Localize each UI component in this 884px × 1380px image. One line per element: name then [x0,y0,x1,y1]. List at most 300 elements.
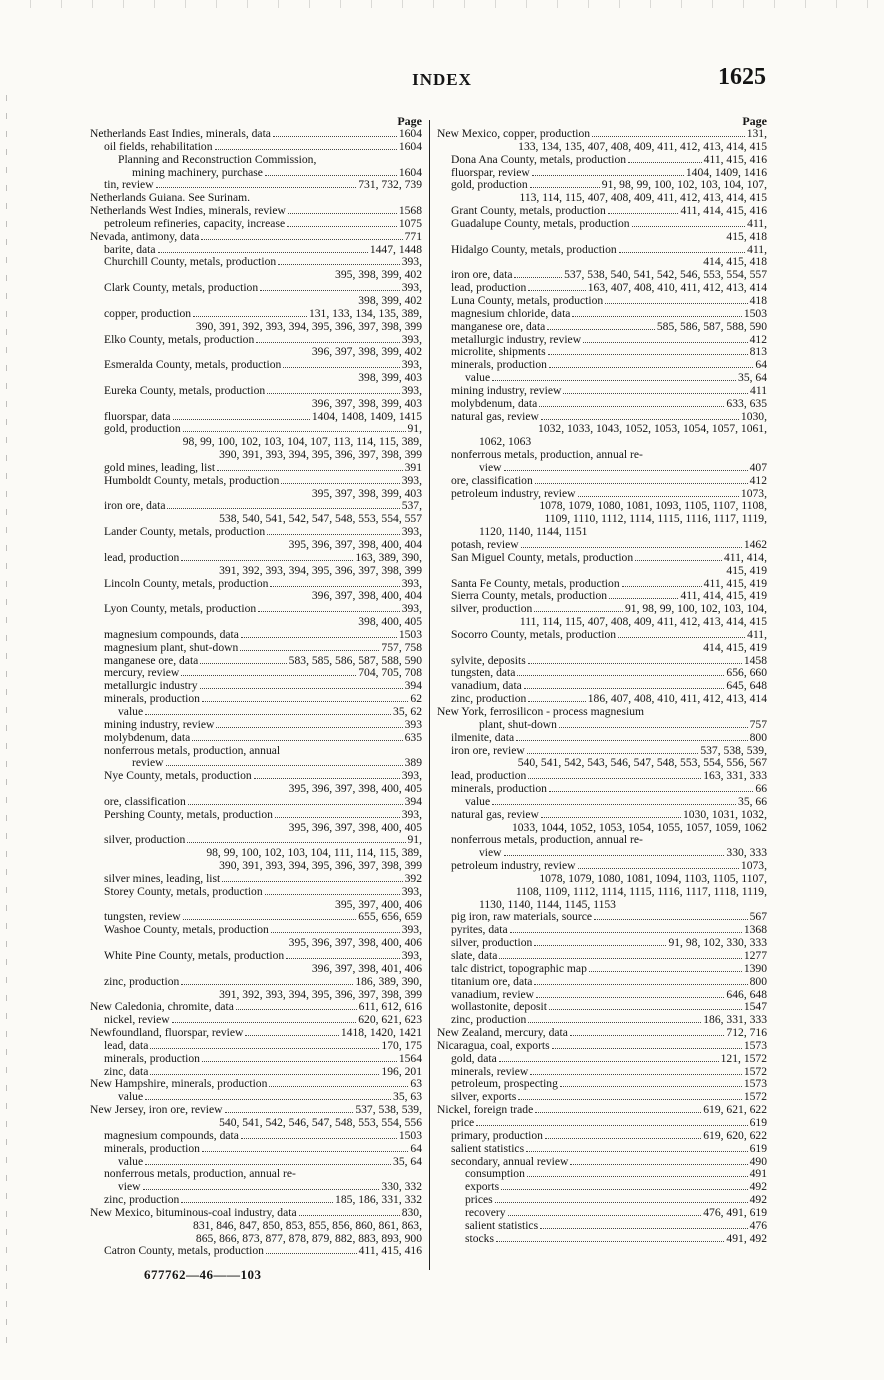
entry-term: minerals, production [104,693,200,706]
entry-term: magnesium compounds, data [104,1129,239,1142]
entry-page-refs: 1404, 1409, 1416 [685,166,767,179]
entry-term: Esmeralda County, metals, production [104,359,282,372]
dot-leader [528,290,585,291]
index-entry-line [90,1220,422,1233]
index-entry-line [90,732,422,745]
index-entry-line [90,899,422,912]
index-entry-line [437,706,767,719]
index-entry-line [90,346,422,359]
index-entry-line [437,256,767,269]
entry-page-refs: 196, 201 [381,1065,422,1078]
dot-leader [578,868,739,869]
entry-term: zinc, production [451,1014,527,1027]
dot-leader [510,932,742,933]
entry-page-refs: 1033, 1044, 1052, 1053, 1054, 1055, 1057, 1059, 1062 [511,821,767,834]
dot-leader [528,778,701,779]
entry-page-refs: 98, 99, 100, 102, 103, 104, 111, 114, 115, 389, [206,847,422,860]
dot-leader [143,1189,380,1190]
entry-page-refs: 35, 64 [738,372,767,385]
index-entry-line [437,1233,767,1246]
entry-term: Netherlands West Indies, minerals, review [90,205,286,218]
dot-leader [547,329,655,330]
index-entry-line [437,642,767,655]
dot-leader [517,675,724,676]
entry-term: petroleum industry, review [451,860,576,873]
entry-page-refs: 163, 389, 390, [355,551,422,564]
index-entry-line [437,462,767,475]
entry-page-refs: 111, 114, 115, 407, 408, 409, 411, 412, 413, 414, 415 [519,616,767,629]
index-entry-line [437,757,767,770]
index-entry-line [437,218,767,231]
entry-term: view [479,847,502,860]
entry-page-refs: 491, 492 [726,1232,767,1245]
index-entry-line [437,244,767,257]
entry-page-refs: 537, 538, 540, 541, 542, 546, 553, 554, 557 [564,269,767,282]
entry-term: primary, production [451,1129,543,1142]
entry-term: New Mexico, copper, production [437,128,591,140]
index-entry-line [90,1168,422,1181]
index-entry-line [437,411,767,424]
dot-leader [521,547,742,548]
index-entry-line [437,1040,767,1053]
entry-page-refs: 411, 414, [723,551,767,564]
entry-term: barite, data [104,243,156,256]
entry-page-refs: 813 [749,346,767,359]
dot-leader [269,1086,408,1087]
dot-leader [504,470,748,471]
entry-page-refs: 131, 133, 134, 135, 389, [308,307,422,320]
dot-leader [202,1061,397,1062]
entry-page-refs: 1109, 1110, 1112, 1114, 1115, 1116, 1117, 1119, [544,513,767,526]
dot-leader [150,1048,379,1049]
dot-leader [495,1202,748,1203]
entry-page-refs: 655, 656, 659 [358,911,422,924]
dot-leader [514,277,562,278]
entry-page-refs: 1078, 1079, 1080, 1081, 1093, 1105, 1107, 1108, [539,500,767,513]
entry-page-refs: 64 [410,1142,422,1155]
entry-page-refs: 1368 [743,924,767,937]
entry-term: Santa Fe County, metals, production [451,577,620,590]
dot-leader [528,663,742,664]
page-column-label: Page [397,114,422,128]
entry-term: pig iron, raw materials, source [451,911,593,924]
index-entry-line [90,680,422,693]
entry-page-refs: 418 [749,294,767,307]
print-code: 677762—46——103 [144,1267,262,1282]
entry-term: gold, production [451,179,528,192]
entry-term: New Zealand, mercury, data [437,1027,568,1040]
index-entry-line [437,860,767,873]
index-entry-line [90,488,422,501]
entry-term: minerals, production [104,1052,200,1065]
dot-leader [605,303,747,304]
entry-page-refs: 91, [407,834,422,847]
index-entry-line [437,680,767,693]
entry-page-refs: 830, [401,1206,422,1219]
index-entry-line [437,1207,767,1220]
entry-page-refs: 831, 846, 847, 850, 853, 855, 856, 860, 861, 863, [193,1219,422,1232]
entry-term: silver, production [451,937,533,950]
index-entry-line [90,911,422,924]
index-entry-line [90,578,422,591]
entry-term: slate, data [451,950,498,962]
index-entry-line [90,1027,422,1040]
index-entry-line [437,1001,767,1014]
dot-leader [545,1138,701,1139]
index-entry-line [437,1130,767,1143]
entry-page-refs: 411, 415, 416 [703,153,767,166]
column-divider [429,120,430,1270]
dot-leader [271,932,400,933]
dot-leader [622,586,702,587]
entry-term: New Jersey, iron ore, review [90,1104,223,1117]
entry-term: Humboldt County, metals, production [104,474,280,487]
index-entry-line [90,642,422,655]
entry-page-refs: 1277 [743,950,767,962]
entry-page-refs: 91, [407,423,422,436]
entry-page-refs: 1030, [740,410,767,423]
dot-leader [183,919,357,920]
entry-term: nonferrous metals, production, annual [104,744,281,757]
dot-leader [594,919,748,920]
index-entry-line [90,167,422,180]
dot-leader [539,406,724,407]
entry-term: ore, classification [451,474,533,487]
entry-page-refs: 163, 331, 333 [703,770,767,783]
index-entry-line [437,603,767,616]
index-entry-line [90,141,422,154]
entry-page-refs: 411, 415, 416 [358,1245,422,1258]
dot-leader [201,239,402,240]
entry-term: silver, production [104,834,186,847]
index-entry-line [437,963,767,976]
dot-leader [172,1022,357,1023]
entry-page-refs: 1547 [743,1001,767,1014]
dot-leader [552,1048,742,1049]
entry-page-refs: 396, 397, 398, 401, 406 [311,962,422,975]
index-entry-line [437,976,767,989]
entry-page-refs: 1573 [743,1078,767,1091]
index-entry-line [90,398,422,411]
entry-term: talc district, topographic map [451,962,587,975]
index-entry-line [90,1130,422,1143]
dot-leader [589,971,742,972]
index-entry-line [90,449,422,462]
entry-page-refs: 64 [755,359,767,372]
entry-page-refs: 540, 541, 542, 543, 546, 547, 548, 553, 554, 556, 567 [517,757,767,770]
entry-page-refs: 415, 418 [726,230,767,243]
entry-term: New Caledonia, chromite, data [90,1001,234,1014]
dot-leader [532,175,684,176]
index-entry-line [437,693,767,706]
index-entry-line [90,745,422,758]
entry-term: value [118,1155,144,1168]
entry-term: nonferrous metals, production, annual re- [451,834,643,847]
dot-leader [536,997,724,998]
entry-term: titanium ore, data [451,975,533,988]
entry-page-refs: 390, 391, 393, 394, 395, 396, 397, 398, 399 [219,860,422,873]
entry-page-refs: 393, [401,770,422,783]
dot-leader [541,817,681,818]
dot-leader [560,1086,742,1087]
entry-term: iron ore, review [451,744,525,757]
entry-page-refs: 757 [749,718,767,731]
dot-leader [241,637,397,638]
index-entry-line [90,1066,422,1079]
entry-term: plant, shut-down [479,718,557,731]
entry-term: Washoe County, metals, production [104,924,269,937]
index-entry-line [437,911,767,924]
entry-page-refs: 412 [749,333,767,346]
dot-leader [183,431,406,432]
entry-term: molybdenum, data [451,397,538,410]
entry-term: value [118,705,144,718]
entry-page-refs: 656, 660 [726,667,767,680]
index-entry-line [90,1053,422,1066]
index-entry-line [90,218,422,231]
entry-page-refs: 1404, 1408, 1409, 1415 [311,410,422,423]
index-entry-line [437,308,767,321]
entry-term: Eureka County, metals, production [104,384,266,397]
index-entry-line [437,1078,767,1091]
entry-term: lead, production [104,551,180,564]
entry-page-refs: 619 [749,1142,767,1155]
entry-page-refs: 646, 648 [726,988,767,1001]
entry-term: silver mines, leading, list [104,872,221,885]
entry-page-refs: 619, 620, 622 [703,1129,767,1142]
scan-edge-artifact [6,95,7,1345]
dot-leader [534,945,666,946]
entry-page-refs: 185, 186, 331, 332 [335,1194,422,1207]
entry-page-refs: 1572 [743,1091,767,1104]
entry-page-refs: 62 [410,693,422,706]
entry-page-refs: 91, 98, 99, 100, 102, 103, 104, [624,603,767,616]
entry-page-refs: 1032, 1033, 1043, 1052, 1053, 1054, 1057, 1061, [538,423,767,436]
entry-page-refs: 91, 98, 102, 330, 333 [668,937,767,950]
index-entry-line [437,1181,767,1194]
entry-term: tin, review [104,179,154,192]
entry-page-refs: 393, [401,526,422,539]
entry-page-refs: 392 [404,872,422,885]
entry-term: magnesium chloride, data [451,307,571,320]
entry-page-refs: 411, 414, 415, 419 [680,590,767,603]
dot-leader [530,1074,742,1075]
index-entry-line [437,629,767,642]
dot-leader [192,740,402,741]
index-entry-line [437,1014,767,1027]
index-entry-line [437,154,767,167]
dot-leader [492,804,736,805]
entry-page-refs: 1078, 1079, 1080, 1081, 1094, 1103, 1105, 1107, [539,872,767,885]
entry-page-refs: 1458 [743,654,767,667]
dot-leader [173,419,310,420]
dot-leader [181,1202,333,1203]
dot-leader [158,252,368,253]
index-entry-line [437,1143,767,1156]
entry-term: Catron County, metals, production [104,1245,264,1258]
entry-term: Churchill County, metals, production [104,256,277,269]
dot-leader [496,1241,724,1242]
entry-page-refs: 393, [401,924,422,937]
entry-term: ore, classification [104,795,186,808]
dot-leader [559,727,748,728]
entry-page-refs: 476 [749,1219,767,1232]
entry-page-refs: 491 [749,1168,767,1181]
dot-leader [275,817,400,818]
dot-leader [508,1215,702,1216]
dot-leader [202,1151,408,1152]
entry-term: Planning and Reconstruction Commission, [118,153,317,166]
entry-term: Guadalupe County, metals, production [451,217,630,230]
entry-term: petroleum, prospecting [451,1078,558,1091]
entry-page-refs: 771 [404,230,422,243]
entry-term: Pershing County, metals, production [104,808,273,821]
entry-page-refs: 395, 398, 399, 402 [335,269,422,282]
index-entry-line [437,359,767,372]
index-column-left [90,114,422,1258]
dot-leader [535,483,748,484]
entry-page-refs: 395, 396, 397, 398, 400, 405 [288,783,422,796]
dot-leader [608,213,679,214]
dot-leader [256,342,399,343]
dot-leader [181,675,356,676]
index-entry-line [90,1014,422,1027]
entry-page-refs: 398, 400, 405 [358,616,422,629]
index-entry-line [90,179,422,192]
entry-page-refs: 757, 758 [381,641,422,654]
dot-leader [528,701,585,702]
entry-term: potash, review [451,539,519,551]
entry-page-refs: 620, 621, 623 [358,1014,422,1027]
dot-leader [563,393,748,394]
entry-term: manganese ore, data [104,654,199,667]
entry-term: Nevada, antimony, data [90,230,200,243]
dot-leader [286,958,399,959]
entry-page-refs: 537, [401,500,422,513]
entry-term: manganese ore, data [451,320,546,333]
entry-page-refs: 66 [755,783,767,796]
index-entry-line [437,282,767,295]
index-entry-line [437,886,767,899]
index-entry-line [90,1078,422,1091]
entry-term: review [132,757,164,770]
dot-leader [225,1112,354,1113]
index-entry-line [90,655,422,668]
dot-leader [240,650,379,651]
index-entry-line [90,796,422,809]
entry-term: salient statistics [451,1142,525,1155]
index-entry-line [437,834,767,847]
index-entry-line [90,1194,422,1207]
entry-term: Newfoundland, fluorspar, review [90,1027,244,1040]
index-entry-line [90,1143,422,1156]
index-entry-line [90,244,422,257]
dot-leader [265,175,397,176]
entry-page-refs: 393, [401,885,422,898]
entry-term: silver, exports [451,1091,517,1104]
entry-term: Lander County, metals, production [104,526,266,539]
dot-leader [499,958,741,959]
index-entry-line [437,732,767,745]
entry-term: 1120, 1140, 1144, 1151 [479,526,588,539]
entry-page-refs: 1390 [743,962,767,975]
entry-term: Nickel, foreign trade [437,1104,534,1117]
index-entry-line [437,1027,767,1040]
entry-page-refs: 396, 397, 398, 399, 402 [311,346,422,359]
index-entry-line [90,1040,422,1053]
dot-leader [260,290,400,291]
entry-page-refs: 712, 716 [726,1027,767,1040]
index-entry-line [90,1156,422,1169]
entry-page-refs: 1073, [740,487,767,500]
entry-page-refs: 411, 414, 415, 416 [680,205,767,218]
entry-term: mining industry, review [451,384,562,397]
entry-term: ilmenite, data [451,731,515,744]
index-entry-line [437,552,767,565]
index-entry-line [437,989,767,1002]
dot-leader [188,804,403,805]
entry-page-refs: 731, 732, 739 [358,179,422,192]
index-entry-line [437,950,767,963]
entry-term: 1062, 1063 [479,436,532,449]
dot-leader [527,1176,748,1177]
entry-term: value [118,1091,144,1104]
entry-page-refs: 390, 391, 393, 394, 395, 396, 397, 398, 399 [219,449,422,462]
entry-page-refs: 1418, 1420, 1421 [340,1027,422,1040]
index-entry-line [90,873,422,886]
entry-term: Socorro County, metals, production [451,628,617,641]
entry-term: Dona Ana County, metals, production [451,153,627,166]
entry-term: fluorspar, data [104,410,171,423]
dot-leader [267,393,400,394]
index-entry-line [90,565,422,578]
index-entry-line [437,513,767,526]
entry-term: mercury, review [104,667,180,680]
entry-page-refs: 1572 [743,1065,767,1078]
entry-term: zinc, production [104,975,180,988]
index-entry-line [90,372,422,385]
dot-leader [499,1061,719,1062]
index-column-right [437,114,767,1245]
entry-term: gold, production [104,423,181,436]
dot-leader [299,1215,400,1216]
dot-leader [504,855,725,856]
dot-leader [287,226,397,227]
entry-term: lead, production [451,282,527,295]
dot-leader [145,714,391,715]
entry-page-refs: 35, 63 [393,1091,422,1104]
index-entry-line [90,719,422,732]
index-entry-line [90,411,422,424]
entry-page-refs: 865, 866, 873, 877, 878, 879, 882, 883, 893, 900 [195,1232,422,1245]
entry-page-refs: 391, 392, 393, 394, 395, 396, 397, 398, 399 [219,988,422,1001]
dot-leader [283,367,399,368]
dot-leader [534,984,747,985]
entry-page-refs: 186, 407, 408, 410, 411, 412, 413, 414 [587,693,767,706]
index-entry-line [90,757,422,770]
index-entry-line [90,783,422,796]
index-entry-line [437,937,767,950]
entry-page-refs: 619 [749,1116,767,1129]
dot-leader [288,213,397,214]
index-entry-line [90,847,422,860]
entry-page-refs: 398, 399, 403 [358,372,422,385]
dot-leader [156,187,357,188]
entry-page-refs: 1573 [743,1039,767,1052]
index-entry-line [437,205,767,218]
index-entry-line [90,706,422,719]
index-entry-line [90,128,422,141]
